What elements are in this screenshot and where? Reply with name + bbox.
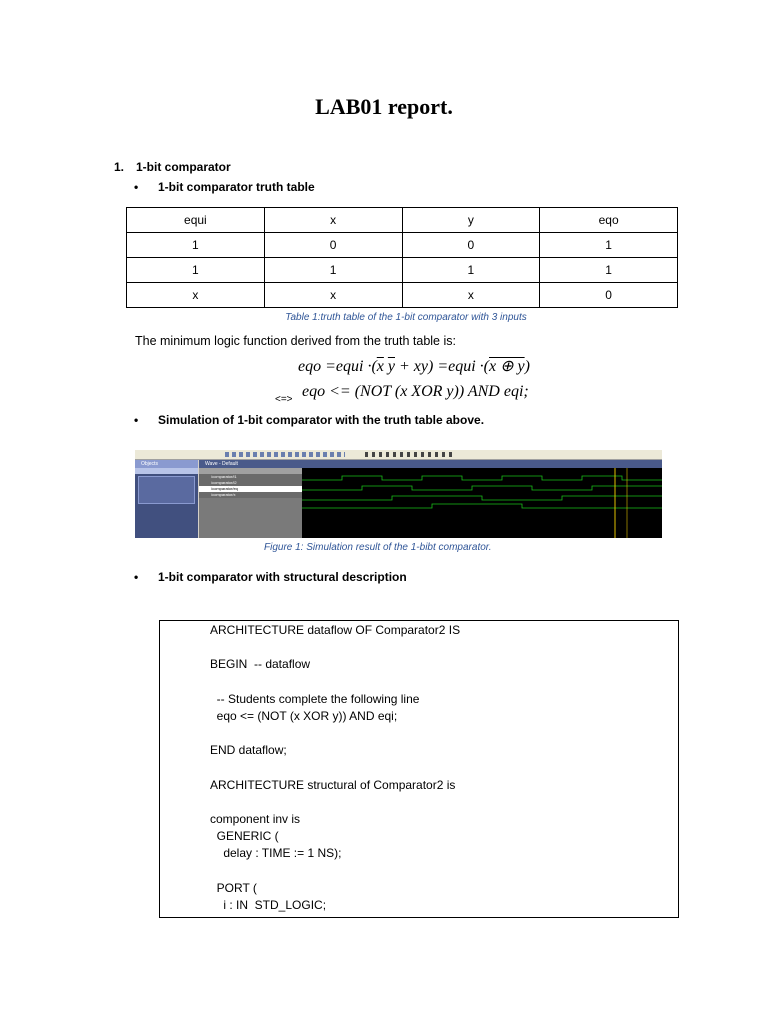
table-cell: x: [402, 283, 540, 308]
bullet-dot: •: [134, 180, 139, 194]
code-line: component inv is: [210, 812, 301, 827]
page-title: LAB01 report.: [315, 94, 453, 119]
objects-list: [138, 476, 195, 504]
table-cell: 0: [540, 283, 678, 308]
code-line: [160, 863, 678, 880]
waveform-area: [302, 468, 662, 538]
code-box: [159, 620, 679, 918]
waveform-signal-4: [302, 504, 662, 508]
table-cell: x: [264, 283, 402, 308]
simulation-screenshot: [135, 450, 662, 538]
table-cell: 1: [540, 258, 678, 283]
objects-title: Objects: [135, 460, 198, 468]
bullet-dot: •: [134, 570, 139, 584]
code-line: i : IN STD_LOGIC;: [210, 898, 327, 912]
objects-header: [135, 468, 198, 474]
logic-function-text: The minimum logic function derived from the truth table is:: [135, 334, 456, 348]
sim-toolbar: [135, 450, 662, 460]
wave-signal-list: [199, 468, 302, 538]
table-cell: 1: [402, 258, 540, 283]
table-cell: 0: [264, 233, 402, 258]
code-line: [160, 725, 678, 742]
signal-row: /comparator/i1: [199, 474, 302, 480]
code-line: GENERIC (: [210, 829, 279, 844]
toolbar-icons: [365, 452, 455, 457]
table-header-row: [127, 208, 678, 233]
section-heading: [114, 160, 231, 174]
table-cell: 0: [402, 233, 540, 258]
code-line: BEGIN -- dataflow: [210, 657, 311, 672]
table-row: [127, 283, 678, 308]
section-number: 1.: [114, 160, 125, 174]
objects-panel: [135, 460, 198, 538]
table-cell: x: [127, 283, 265, 308]
bullet-truth-table: [134, 180, 315, 194]
code-line: [160, 639, 678, 656]
table-header-cell: x: [264, 208, 402, 233]
wave-title: Wave - Default: [199, 460, 662, 468]
code-line: PORT (: [210, 880, 257, 895]
bullet-text: 1-bit comparator truth table: [158, 180, 315, 194]
equation-1: [298, 356, 530, 376]
eq1-ybar: $\overline{y}$: [387, 358, 395, 375]
table-row: [127, 233, 678, 258]
waveform-svg: [302, 468, 662, 538]
eq1-mid: + xy) =equi ·(: [395, 358, 489, 375]
signal-row: /comparator/x: [199, 492, 302, 498]
code-line: ARCHITECTURE dataflow OF Comparator2 IS: [210, 623, 461, 637]
code-line: -- Students complete the following line: [210, 691, 420, 706]
figure-caption: Figure 1: Simulation result of the 1-bibt comparator.: [264, 542, 492, 553]
table-header-cell: eqo: [540, 208, 678, 233]
table-header-cell: equi: [127, 208, 265, 233]
truth-table: [126, 207, 678, 308]
code-line: END dataflow;: [210, 743, 287, 758]
table-cell: 1: [127, 258, 265, 283]
eq1-end: ): [524, 358, 530, 375]
code-line: [160, 674, 678, 691]
section-heading-text: 1-bit comparator: [136, 160, 231, 174]
eq1-lhs: eqo =equi ·(: [298, 358, 377, 375]
table-cell: 1: [127, 233, 265, 258]
signal-row: /comparator/i2: [199, 480, 302, 486]
equivalence-symbol: <=>: [275, 394, 293, 405]
table-cell: 1: [540, 233, 678, 258]
bullet-simulation: [134, 413, 484, 427]
bullet-structural: [134, 570, 407, 584]
waveform-signal-1: [302, 476, 662, 480]
code-line: [160, 760, 678, 777]
table-row: [127, 258, 678, 283]
bullet-text: 1-bit comparator with structural description: [158, 570, 407, 584]
signal-row-selected: /comparator/eq: [199, 486, 302, 492]
code-line: ARCHITECTURE structural of Comparator2 is: [210, 777, 456, 792]
eq1-xbar: $\overline{x}$: [376, 358, 384, 375]
eq1-xor: x ⊕ y: [489, 358, 525, 375]
equation-2: eqo <= (NOT (x XOR y)) AND eqi;: [302, 383, 529, 400]
code-line: eqo <= (NOT (x XOR y)) AND eqi;: [210, 708, 398, 723]
waveform-signal-2: [302, 486, 662, 490]
code-line: [160, 794, 678, 811]
toolbar-icons: [225, 452, 345, 457]
code-line: delay : TIME := 1 NS);: [210, 846, 342, 861]
table-caption: Table 1:truth table of the 1-bit comparator with 3 inputs: [285, 312, 527, 323]
bullet-dot: •: [134, 413, 139, 427]
waveform-signal-3: [302, 496, 662, 500]
bullet-text: Simulation of 1-bit comparator with the truth table above.: [158, 413, 485, 427]
table-header-cell: y: [402, 208, 540, 233]
table-cell: 1: [264, 258, 402, 283]
